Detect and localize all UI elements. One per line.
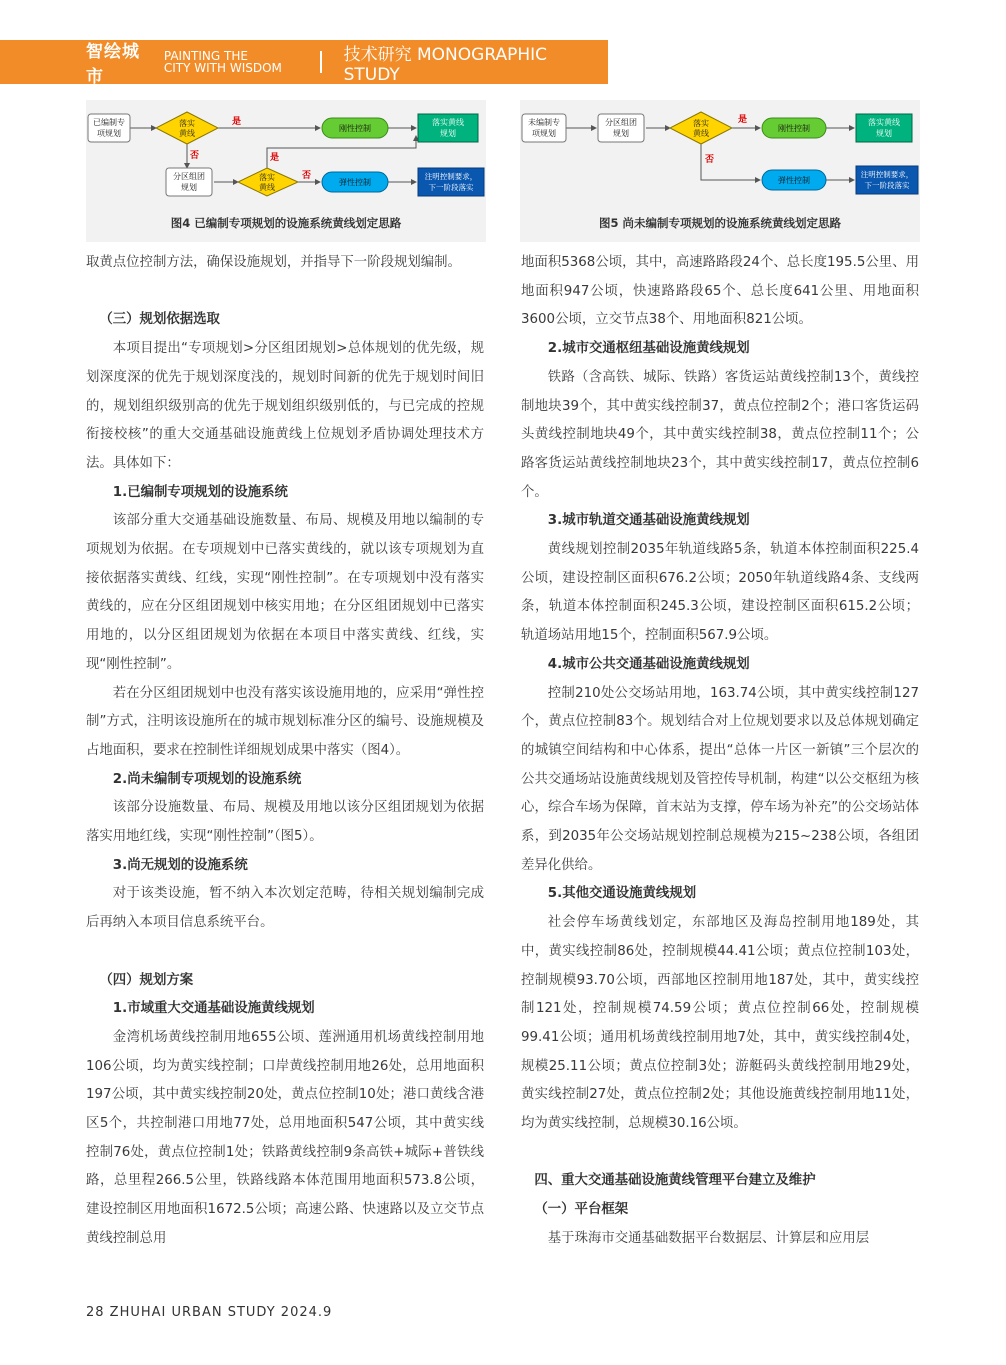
right-p-hub: 铁路（含高铁、城际、铁路）客货运站黄线控制13个，黄线控制地块39个，其中黄实线控制37，黄点位控制2个；港口客货运码头黄线控制地块49个，其中黄实线控制38，黄点位控制11个；公路客货运站黄线控制地块23个，其中黄实线控制17，黄点位控制6个。 xyxy=(521,369,919,500)
fig5-start-l2: 项规划 xyxy=(532,129,556,138)
page-footer: 28 ZHUHAI URBAN STUDY 2024.9 xyxy=(86,1305,333,1320)
fig5-zone-l2: 规划 xyxy=(613,129,629,138)
brand-cn: 智绘城市 xyxy=(86,42,140,87)
fig4-d2-l2: 黄线 xyxy=(259,183,275,192)
fig5-zone-l1: 分区组团 xyxy=(605,118,637,127)
right-p-other: 社会停车场黄线划定，东部地区及海岛控制用地189处，其中，黄实线控制86处，控制规模44.41公顷；黄点位控制103处，控制规模93.70公顷，西部地区控制用地187处，其中，黄实线控制121处，控制规模74.59公顷；黄点位控制66处，控制规模99.41公顷；通用机场黄线控制用地7处，其中，黄实线控制4处，规模25.11公顷；黄点位控制3处；游艇码头黄线控制用地29处，黄实线控制27处，黄点位控制2处；其他设施黄线控制用地11处，均为黄实线控制，总规模30.16公顷。 xyxy=(521,915,919,1132)
spacer xyxy=(86,278,484,307)
left-p-sys3: 对于该类设施，暂不纳入本次划定范畴，待相关规划编制完成后再纳入本项目信息系统平台。 xyxy=(86,886,484,931)
fig5-elastic-label: 弹性控制 xyxy=(778,176,810,185)
fig5-start-node xyxy=(522,114,566,142)
figure-5-caption: 图5 尚未编制专项规划的设施系统黄线划定思路 xyxy=(598,216,841,230)
heading-3: （三）规划依据选取 xyxy=(99,312,220,328)
left-p-sys1: 该部分重大交通基础设施数量、布局、规模及用地以编制的专项规划为依据。在专项规划中已落实黄线的，就以该专项规划为直接依据落实黄线、红线，实现“刚性控制”。在专项规划中没有落实黄线的，应在分区组团规划中核实用地；在分区组团规划中已落实用地的，以分区组团规划为依据在本项目中落实黄线、红线，实现“刚性控制”。 xyxy=(86,513,484,672)
fig4-no-1: 否 xyxy=(190,151,200,161)
fig4-rigid-label: 刚性控制 xyxy=(339,124,371,133)
fig4-elastic-label: 弹性控制 xyxy=(339,178,371,187)
fig4-decision-1 xyxy=(156,112,218,144)
right-p-rail: 黄线规划控制2035年轨道线路5条，轨道本体控制面积225.4公顷，建设控制区面积676.2公顷；2050年轨道线路4条、支线两条，轨道本体控制面积245.3公顷，建设控制区面积615.2公顷；轨道场站用地15个，控制面积567.9公顷。 xyxy=(521,542,919,644)
fig4-yes-2: 是 xyxy=(270,153,280,163)
spacer xyxy=(86,938,484,967)
fig4-elastic-node xyxy=(322,172,388,192)
left-p-sys2: 该部分设施数量、布局、规模及用地以该分区组团规划为依据落实用地红线，实现“刚性控制”（图5）。 xyxy=(86,800,484,845)
fig4-end1-l2: 规划 xyxy=(440,129,456,138)
left-column xyxy=(86,249,484,1254)
fig4-rigid-node xyxy=(322,118,388,138)
fig5-end-2 xyxy=(856,166,918,194)
section-heading-4: 四、重大交通基础设施黄线管理平台建立及维护 xyxy=(534,1173,816,1189)
right-p-platform: 基于珠海市交通基础数据平台数据层、计算层和应用层 xyxy=(547,1230,870,1246)
subheading-rail: 3.城市轨道交通基础设施黄线规划 xyxy=(547,513,750,529)
fig5-decision-1 xyxy=(670,112,732,144)
fig5-start-l1: 未编制专 xyxy=(528,118,560,127)
brand-en xyxy=(164,50,296,74)
subheading-bus: 4.城市公共交通基础设施黄线规划 xyxy=(547,656,750,672)
fig4-end-2 xyxy=(418,168,484,196)
fig4-yes-1: 是 xyxy=(232,117,242,127)
fig5-zone-node xyxy=(598,114,644,142)
header-banner xyxy=(0,40,608,87)
fig5-end1-l1: 落实黄线 xyxy=(868,118,900,127)
right-p-continued: 地面积5368公顷，其中，高速路路段24个、总长度195.5公里、用地面积947公顷，快速路路段65个、总长度641公里、用地面积3600公顷，立交节点38个、用地面积821公顷。 xyxy=(521,255,919,328)
header-divider xyxy=(320,51,322,73)
fig5-end2-l1: 注明控制要求， xyxy=(860,170,914,179)
left-p-basis: 本项目提出“专项规划>分区组团规划>总体规划的优先级，规划深度深的优先于规划深度浅的，规划时间新的优先于规划时间旧的，规划组织级别高的优先于规划组织级别低的，与已完成的控规衔接校核”的重大交通基础设施黄线上位规划矛盾协调处理技术方法。具体如下： xyxy=(86,341,484,471)
fig5-elastic-node xyxy=(762,170,826,190)
fig5-no: 否 xyxy=(705,155,715,165)
fig5-end-1 xyxy=(856,114,912,142)
fig4-end2-l1: 注明控制要求， xyxy=(424,172,478,181)
fig4-d1-l1: 落实 xyxy=(179,119,195,128)
fig4-start-l2: 项规划 xyxy=(97,129,121,138)
fig4-end-1 xyxy=(418,114,478,142)
fig4-start-l1: 已编制专 xyxy=(93,118,125,127)
figure-4-caption: 图4 已编制专项规划的设施系统黄线划定思路 xyxy=(170,216,402,230)
fig4-start-node xyxy=(88,114,130,142)
brand-en-2: CITY WITH WISDOM xyxy=(163,61,282,75)
fig4-zone-l1: 分区组团 xyxy=(173,172,205,181)
fig4-d1-l2: 黄线 xyxy=(179,129,195,138)
fig4-zone-l2: 规划 xyxy=(181,183,197,192)
left-p-city: 金湾机场黄线控制用地655公顷、莲洲通用机场黄线控制用地106公顷，均为黄实线控制；口岸黄线控制用地26处，总用地面积197公顷，其中黄实线控制20处，黄点位控制10处；港口黄线含港区5个，共控制港口用地77处，总用地面积547公顷，其中黄实线控制76处，黄点位控制1处；铁路黄线控制9条高铁+城际+普铁线路，总里程266.5公里，铁路线路本体范围用地面积573.8公顷，建设控制区用地面积1672.5公顷；高速公路、快速路以及立交节点黄线控制总用 xyxy=(86,1029,484,1246)
right-p-bus: 控制210处公交场站用地，163.74公顷，其中黄实线控制127个，黄点位控制83个。规划结合对上位规划要求以及总体规划确定的城镇空间结构和中心体系，提出“总体一片区一新镇”三个层次的公共交通场站设施黄线规划及管控传导机制，构建“以公交枢纽为核心，综合车场为保障，首末站为支撑，停车场为补充”的公交场站体系，到2035年公交场站规划控制总规模为215~238公顷，各组团差异化供给。 xyxy=(521,685,919,873)
right-column xyxy=(521,249,919,1254)
fig4-zone-node xyxy=(166,168,212,196)
spacer xyxy=(521,1139,919,1168)
fig4-no-2: 否 xyxy=(302,171,312,181)
subheading-1: 1.已编制专项规划的设施系统 xyxy=(112,484,288,500)
heading-4: （四）规划方案 xyxy=(99,972,194,988)
subheading-hub: 2.城市交通枢纽基础设施黄线规划 xyxy=(547,341,750,357)
left-p-sys1b: 若在分区组团规划中也没有落实该设施用地的，应采用“弹性控制”方式，注明该设施所在的城市规划标准分区的编号、设施规模及占地面积，要求在控制性详细规划成果中落实（图4）。 xyxy=(86,685,484,758)
fig5-end2-l2: 下一阶段落实 xyxy=(864,181,910,190)
fig4-d2-l1: 落实 xyxy=(259,173,275,182)
fig5-rigid-node xyxy=(762,118,826,138)
fig5-yes: 是 xyxy=(738,115,748,125)
heading-platform: （一）平台框架 xyxy=(534,1202,629,1218)
fig5-d1-l2: 黄线 xyxy=(693,129,709,138)
brand-en-1: PAINTING THE xyxy=(163,49,248,63)
subheading-city: 1.市域重大交通基础设施黄线规划 xyxy=(112,1001,315,1017)
fig4-end1-l1: 落实黄线 xyxy=(432,118,464,127)
fig4-end2-l2: 下一阶段落实 xyxy=(428,183,474,192)
fig5-d1-l1: 落实 xyxy=(693,119,709,128)
subheading-3: 3.尚无规划的设施系统 xyxy=(112,857,248,873)
fig4-decision-2 xyxy=(238,168,298,196)
subheading-other: 5.其他交通设施黄线规划 xyxy=(547,886,697,902)
fig5-rigid-label: 刚性控制 xyxy=(778,124,810,133)
fig5-end1-l2: 规划 xyxy=(876,129,892,138)
section-title: 技术研究 MONOGRAPHIC STUDY xyxy=(343,44,547,85)
subheading-2: 2.尚未编制专项规划的设施系统 xyxy=(112,771,302,787)
left-p-continued: 取黄点位控制方法，确保设施规划，并指导下一阶段规划编制。 xyxy=(86,255,461,270)
